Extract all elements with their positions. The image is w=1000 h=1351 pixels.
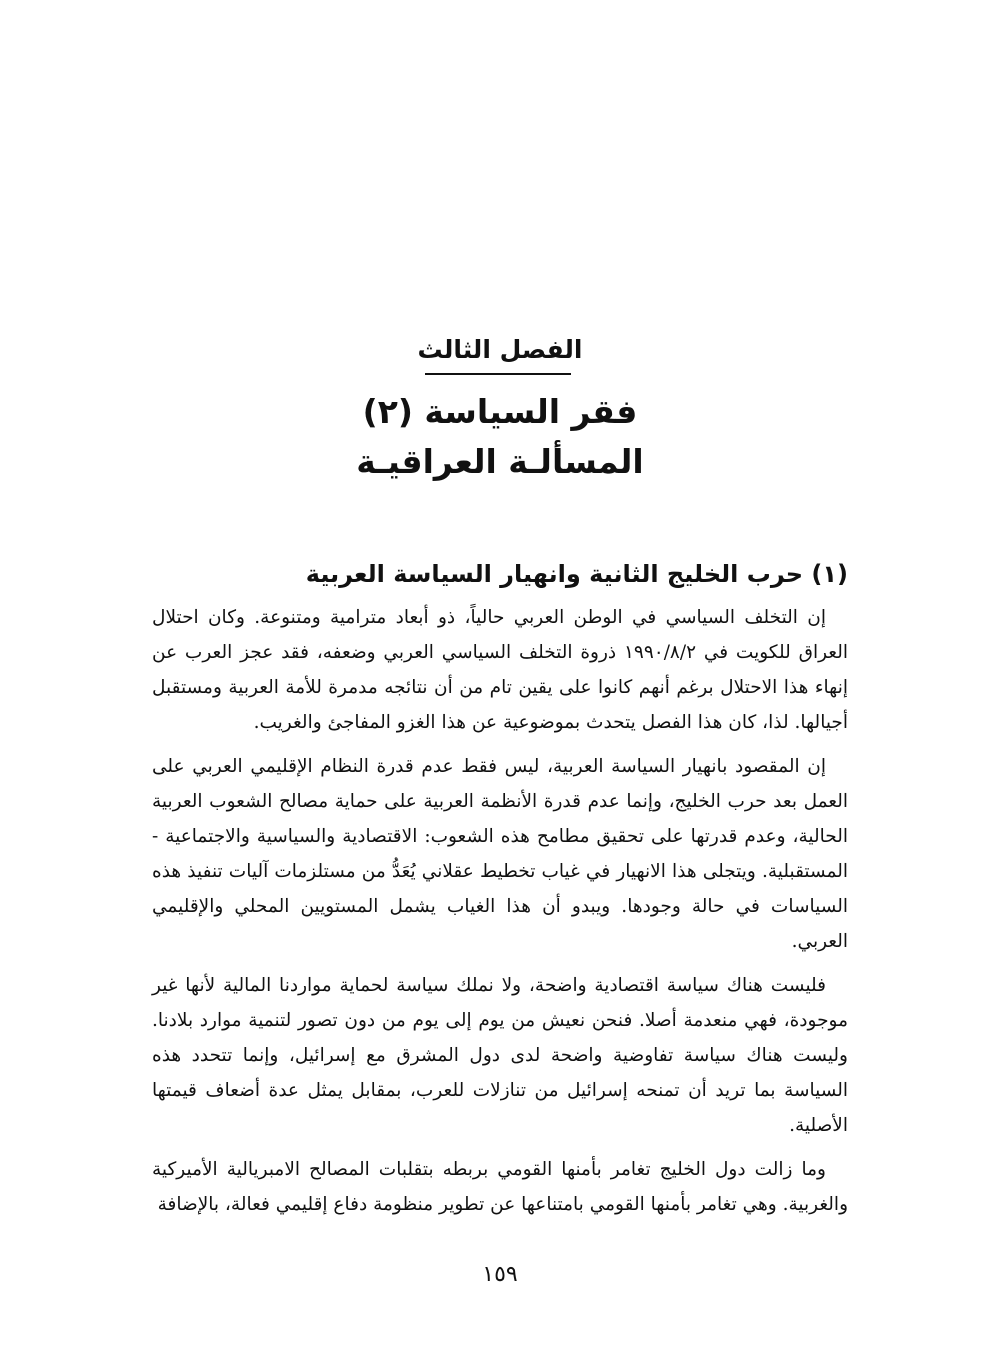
- section-heading: (١) حرب الخليج الثانية وانهيار السياسة العربية: [305, 560, 848, 588]
- chapter-label: الفصل الثالث: [417, 335, 583, 364]
- paragraph: وما زالت دول الخليج تغامر بأمنها القومي بربطه بتقلبات المصالح الامبريالية الأميركية والغربية. وهي تغامر بأمنها القومي بامتناعها عن تطوير منظومة دفاع إقليمي فعالة، بالإضافة: [152, 1159, 848, 1215]
- page-number: ١٥٩: [482, 1262, 518, 1287]
- body-text: [152, 600, 848, 1231]
- chapter-title: فقر السياسة (٢): [362, 392, 638, 431]
- paragraph: إن التخلف السياسي في الوطن العربي حالياً، ذو أبعاد مترامية ومتنوعة. وكان احتلال العراق للكويت في ١٩٩٠/٨/٢ ذروة التخلف السياسي العربي وضعفه، فقد عجز العرب عن إنهاء هذا الاحتلال برغم أنهم كانوا على يقين تام من أن نتائجه مدمرة للأمة العربية ومستقبل أجيالها. لذا، كان هذا الفصل يتحدث بموضوعية عن هذا الغزو المفاجئ والغريب.: [152, 607, 848, 733]
- paragraph: إن المقصود بانهيار السياسة العربية، ليس فقط عدم قدرة النظام الإقليمي العربي على العمل بعد حرب الخليج، وإنما عدم قدرة الأنظمة العربية على حماية مصالح الشعوب العربية الحالية، وعدم قدرتها على تحقيق مطامح هذه الشعوب: الاقتصادية والسياسية والاجتماعية - المستقبلية. ويتجلى هذا الانهيار في غياب تخطيط عقلاني يُعَدُّ من مستلزمات آليات تنفيذ هذه السياسات في حالة وجودها. ويبدو أن هذا الغياب يشمل المستويين المحلي والإقليمي العربي.: [152, 756, 848, 952]
- chapter-subtitle: المسألـة العراقيـة: [356, 442, 644, 481]
- paragraph: فليست هناك سياسة اقتصادية واضحة، ولا نملك سياسة لحماية مواردنا المالية لأنها غير موجودة، فهي منعدمة أصلا. فنحن نعيش من يوم إلى يوم من دون تصور لتنمية موارد بلادنا. وليست هناك سياسة تفاوضية واضحة لدى دول المشرق مع إسرائيل، وإنما تتحدد هذه السياسة بما تريد أن تمنحه إسرائيل من تنازلات للعرب، بمقابل يمثل عدة أضعاف قيمتها الأصلية.: [152, 975, 848, 1136]
- chapter-underline: [425, 373, 571, 375]
